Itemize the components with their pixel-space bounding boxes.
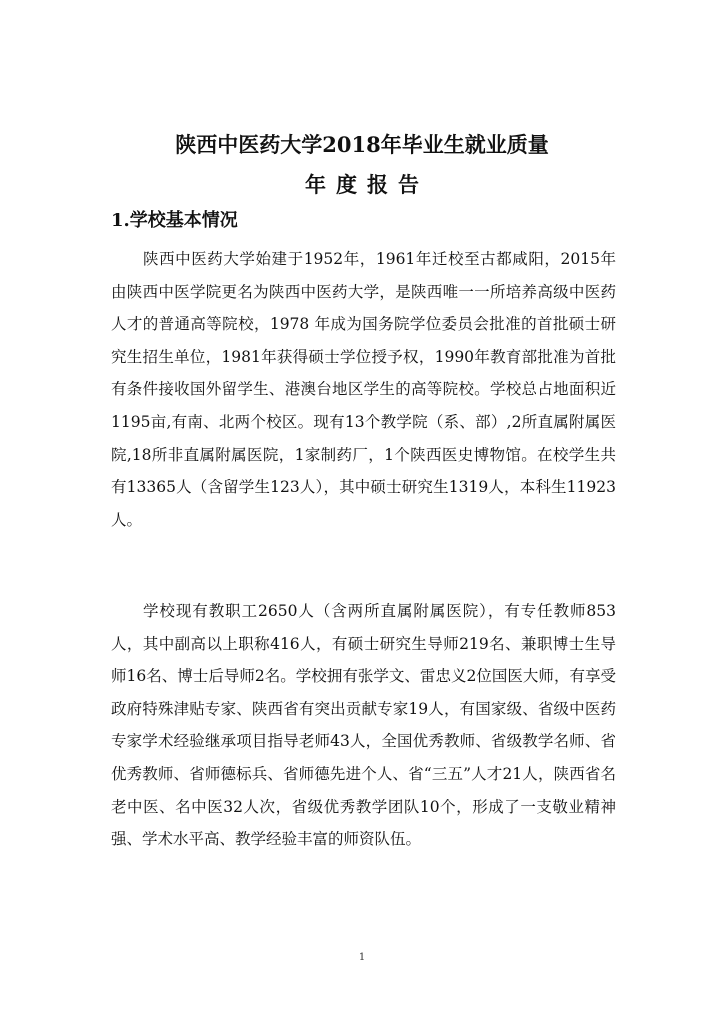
page-number: 1 [358, 952, 366, 963]
paragraph-school-history: 陕西中医药大学始建于1952年，1961年迁校至古都咸阳，2015年由陕西中医学院更名为陕西中医药大学，是陕西唯一一所培养高级中医药人才的普通高等院校，1978 年成为国务院学位委员会批准的首批硕士研究生招生单位，1981年获得硕士学位授予权，1990年教育部批准为首批有条件接收国外留学生、港澳台地区学生的高等院校。学校总占地面积近1195亩,有南、北两个校区。现有13个教学院（系、部）,2所直属附属医院,18所非直属附属医院，1家制药厂，1个陕西医史博物馆。在校学生共有13365人（含留学生123人），其中硕士研究生1319人，本科生11923人。 [111, 250, 616, 529]
report-title-line-2: 年度报告 [305, 172, 429, 197]
section-heading-school-overview: 1.学校基本情况 [111, 210, 238, 231]
report-title-line-1: 陕西中医药大学2018年毕业生就业质量 [175, 132, 549, 157]
paragraph-faculty: 学校现有教职工2650人（含两所直属附属医院），有专任教师853人，其中副高以上职称416人，有硕士研究生导师219名、兼职博士生导师16名、博士后导师2名。学校拥有张学文、雷忠义2位国医大师，有享受政府特殊津贴专家、陕西省有突出贡献专家19人，有国家级、省级中医药专家学术经验继承项目指导老师43人，全国优秀教师、省级教学名师、省优秀教师、省师德标兵、省师德先进个人、省“三五”人才21人，陕西省名老中医、名中医32人次，省级优秀教学团队10个，形成了一支敬业精神强、学术水平高、教学经验丰富的师资队伍。 [111, 602, 616, 849]
